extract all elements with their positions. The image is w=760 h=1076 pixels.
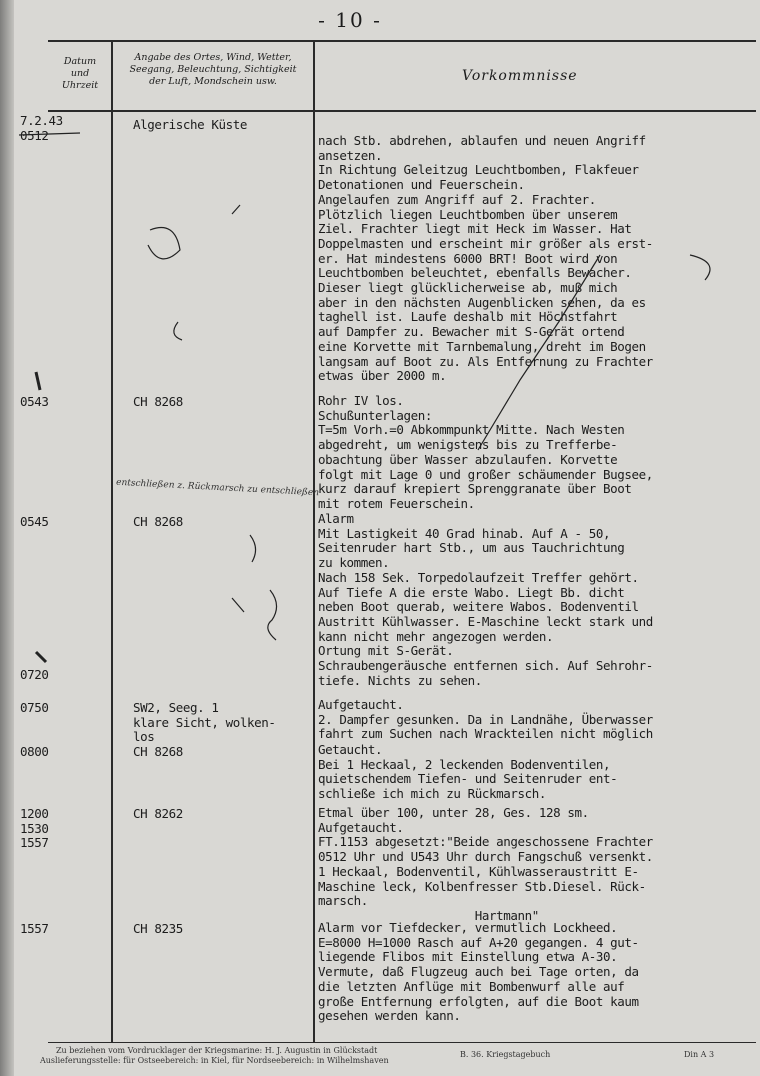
handwritten-margin-note: entschließen z. Rückmarsch zu entschließen xyxy=(115,477,320,499)
footer-supplier-line-2: Auslieferungsstelle: für Ostseebereich: in Kiel, für Nordseebereich: in Wilhelmshaven xyxy=(40,1056,389,1065)
pencil-doodle-mark xyxy=(232,598,244,612)
log-place: CH 8235 xyxy=(133,921,183,936)
log-events: Getaucht. Bei 1 Heckaal, 2 leckenden Bodenventilen, quietschendem Tiefen- und Seitenruder ent- schließe ich mich zu Rückmarsch. xyxy=(318,742,618,802)
log-events: Aufgetaucht. 2. Dampfer gesunken. Da in Landnähe, Überwasser fahrt zum Suchen nach Wrackteilen nicht möglich xyxy=(318,697,653,742)
margin-stroke-mark xyxy=(478,255,600,450)
log-time: 0545 xyxy=(20,514,49,529)
log-events: nach Stb. abdrehen, ablaufen und neuen Angriff ansetzen. In Richtung Geleitzug Leuchtbomben, Flakfeuer Detonationen und Feuerschein. Angelaufen zum Angriff auf 2. Frachter. Plötzlich liegen Leuchtbomben über unserem Ziel. Frachter liegt mit Heck im Wasser. Hat Doppelmasten und erscheint mir größer als erst- er. Hat mindestens 6000 BRT! Boot wird von Leuchtbomben beleuchtet, ebenfalls Bewacher. Dieser liegt glücklicherweise ab, muß mich aber in den nächsten Augenblicken sehen, da es taghell ist. Laufe deshalb mit Höchstfahrt auf Dampfer zu. Bewacher mit S-Gerät ortend eine Korvette mit Tarnbemalung, dreht im Bogen langsam auf Boot zu. Als Entfernung zu Frachter etwas über 2000 m. xyxy=(318,133,653,384)
header-events: Vorkommnisse xyxy=(462,68,578,84)
log-time: 0800 xyxy=(20,744,49,759)
pencil-doodle-mark xyxy=(232,205,240,214)
margin-blot-mark xyxy=(36,372,40,390)
margin-hook-mark xyxy=(690,255,710,280)
pencil-doodle-mark xyxy=(250,535,256,562)
log-place: CH 8268 xyxy=(133,394,183,409)
log-time: 0543 xyxy=(20,394,49,409)
pencil-doodle-mark xyxy=(148,228,180,259)
log-time: 1200 1530 1557 xyxy=(20,806,49,851)
pencil-doodle-mark xyxy=(174,322,182,340)
footer-supplier-line-1: Zu beziehen vom Vordrucklager der Kriegsmarine: H. J. Augustin in Glückstadt xyxy=(56,1046,378,1055)
log-place: CH 8268 xyxy=(133,514,183,529)
log-events: Etmal über 100, unter 28, Ges. 128 sm. Aufgetaucht. FT.1153 abgesetzt:"Beide angeschossene Frachter 0512 Uhr und U543 Uhr durch Fangschuß versenkt. 1 Heckaal, Bodenventil, Kühlwasseraustritt E- Maschine leck, Kolbenfresser Stb.Diesel. Rück- marsch. Hartmann" xyxy=(318,805,653,923)
log-time: 7.2.43 0512 xyxy=(20,113,63,143)
footer-form-id: B. 36. Kriegstagebuch xyxy=(460,1050,551,1059)
page-number: - 10 - xyxy=(318,8,382,32)
log-time: 0750 xyxy=(20,700,49,715)
log-place: CH 8262 xyxy=(133,806,183,821)
pencil-doodle-mark xyxy=(268,590,277,640)
header-date: Datum und Uhrzeit xyxy=(61,56,99,91)
log-time: 1557 xyxy=(20,921,49,936)
date-underline-mark xyxy=(19,133,80,135)
log-events: Schraubengeräusche entfernen sich. Auf Sehrohr- tiefe. Nichts zu sehen. xyxy=(318,658,653,688)
footer-paper-size: Din A 3 xyxy=(684,1050,715,1059)
log-place: SW2, Seeg. 1 klare Sicht, wolken- los xyxy=(133,700,276,745)
log-place: Algerische Küste xyxy=(133,117,248,132)
log-events: Alarm vor Tiefdecker, vermutlich Lockheed. E=8000 H=1000 Rasch auf A+20 gegangen. 4 gut- liegende Flibos mit Einstellung etwa A-30. Vermute, daß Flugzeug auch bei Tage orten, da die letzten Anflüge mit Bombenwurf alle auf große Entfernung erfolgten, auf die Boot kaum gesehen werden kann. xyxy=(318,920,639,1024)
log-events: Rohr IV los. Schußunterlagen: T=5m Vorh.=0 Abkommpunkt Mitte. Nach Westen abgedreht, um wenigstens bis zu Trefferbe- obachtung über Wasser abzulaufen. Korvette folgt mit Lage 0 und großer schäumender Bugsee, kurz darauf krepiert Sprenggranate über Boot mit rotem Feuerschein. xyxy=(318,393,653,511)
log-events: Alarm Mit Lastigkeit 40 Grad hinab. Auf A - 50, Seitenruder hart Stb., um aus Tauchrichtung zu kommen. Nach 158 Sek. Torpedolaufzeit Treffer gehört. Auf Tiefe A die erste Wabo. Liegt Bb. dicht neben Boot querab, weitere Wabos. Bodenventil Austritt Kühlwasser. E-Maschine leckt stark und kann nicht mehr angezogen werden. Ortung mit S-Gerät. xyxy=(318,511,653,659)
log-place: CH 8268 xyxy=(133,744,183,759)
log-time: 0720 xyxy=(20,667,49,682)
header-place: Angabe des Ortes, Wind, Wetter, Seegang, Beleuchtung, Sichtigkeit der Luft, Mondschein usw. xyxy=(129,52,297,87)
margin-blot-mark xyxy=(36,652,46,662)
